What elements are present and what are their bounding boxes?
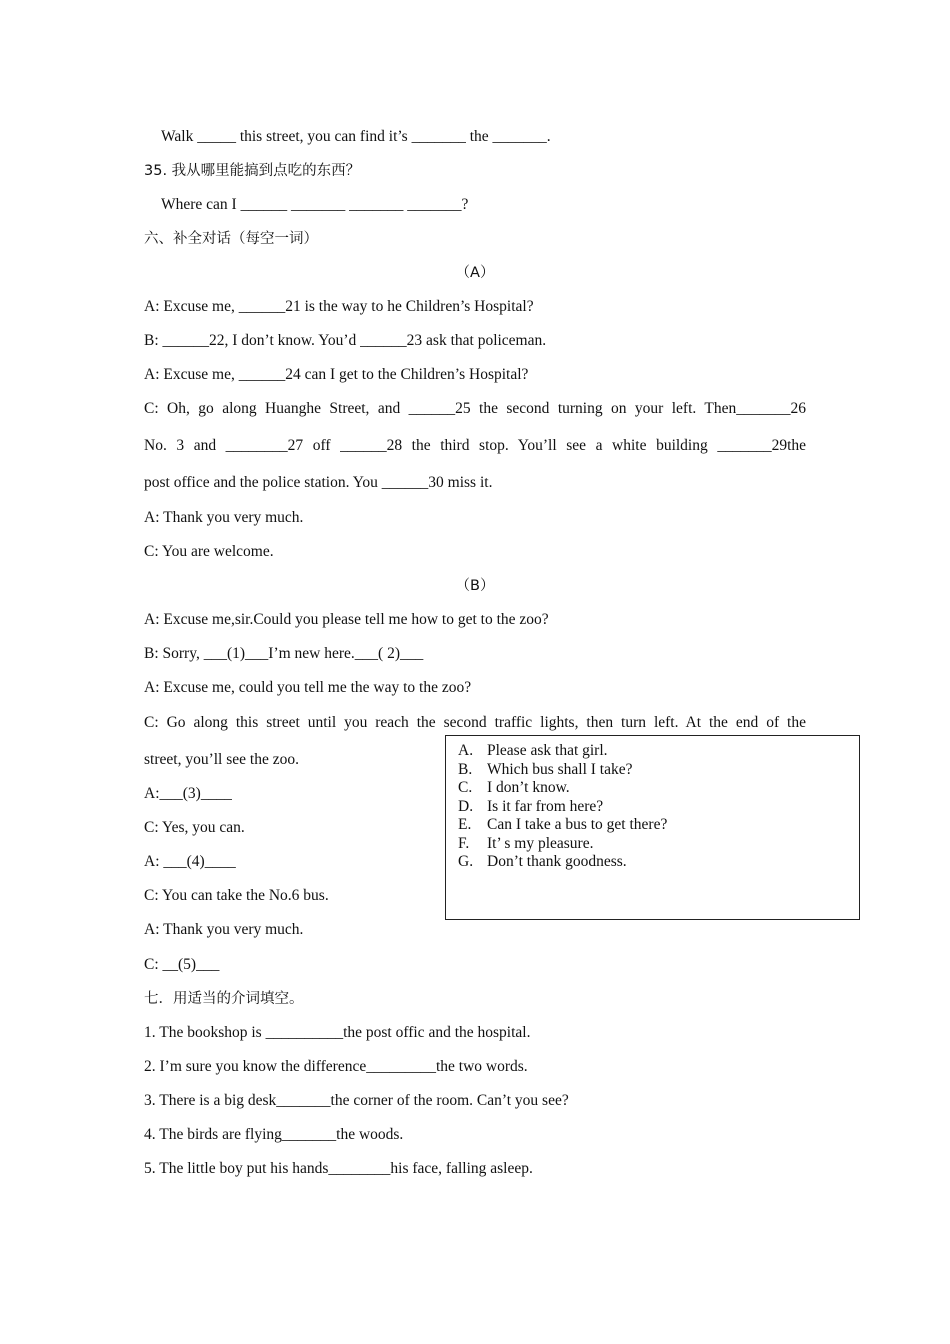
option-text: It’ s my pleasure. xyxy=(487,834,594,852)
dialogue-line: B: Sorry, ___(1)___I’m new here.___( 2)___ xyxy=(144,645,424,662)
option-text: Please ask that girl. xyxy=(487,742,608,759)
option-item xyxy=(458,779,859,798)
option-item xyxy=(458,853,859,872)
part-a-label: （A） xyxy=(455,265,495,281)
section-7-heading: 七．用适当的介词填空。 xyxy=(144,991,304,1007)
dialogue-line: A: Excuse me, ______21 is the way to he Children’s Hospital? xyxy=(144,298,534,315)
option-key: A. xyxy=(458,742,474,759)
option-key: B. xyxy=(458,760,473,778)
dialogue-line: A: Thank you very much. xyxy=(144,509,304,526)
exercise-item: 2. I’m sure you know the difference_________the two words. xyxy=(144,1058,528,1075)
option-text: Can I take a bus to get there? xyxy=(487,816,668,833)
option-text: I don’t know. xyxy=(487,779,570,796)
option-text: Is it far from here? xyxy=(487,797,604,815)
part-b-label: （B） xyxy=(455,578,495,594)
option-text: Which bus shall I take? xyxy=(487,760,633,778)
dialogue-line: street, you’ll see the zoo. xyxy=(144,751,299,768)
dialogue-line: A: Excuse me, ______24 can I get to the Children’s Hospital? xyxy=(144,366,529,383)
option-text: Don’t thank goodness. xyxy=(487,853,627,870)
dialogue-line: A: Thank you very much. xyxy=(144,921,304,938)
option-item xyxy=(458,742,859,761)
question-35-answer: Where can I ______ _______ _______ _______? xyxy=(161,196,469,213)
exercise-item: 4. The birds are flying_______the woods. xyxy=(144,1126,404,1143)
option-key: G. xyxy=(458,853,474,870)
option-item xyxy=(458,798,859,817)
question-34-tail: Walk _____ this street, you can find it’s _______ the _______. xyxy=(161,128,551,145)
exercise-item: 3. There is a big desk_______the corner of the room. Can’t you see? xyxy=(144,1092,569,1109)
option-item xyxy=(458,761,859,780)
options-box xyxy=(445,735,860,920)
dialogue-line: C: Yes, you can. xyxy=(144,819,245,836)
question-35-prompt: 35. 我从哪里能搞到点吃的东西？ xyxy=(144,163,361,179)
section-6-heading: 六、补全对话（每空一词） xyxy=(144,231,318,247)
dialogue-line: post office and the police station. You ______30 miss it. xyxy=(144,474,493,491)
dialogue-line: C: __(5)___ xyxy=(144,956,220,973)
dialogue-line: C: You are welcome. xyxy=(144,543,274,560)
exercise-item: 5. The little boy put his hands________his face, falling asleep. xyxy=(144,1160,533,1177)
option-item xyxy=(458,835,859,854)
option-item xyxy=(458,816,859,835)
option-key: F. xyxy=(458,834,470,852)
option-key: E. xyxy=(458,816,472,833)
dialogue-line: No. 3 and ________27 off ______28 the third stop. You’ll see a white building _______29the xyxy=(144,437,806,454)
dialogue-line: C: You can take the No.6 bus. xyxy=(144,887,329,904)
option-key: D. xyxy=(458,797,474,815)
dialogue-line: A: ___(4)____ xyxy=(144,853,236,870)
dialogue-line: A: Excuse me, could you tell me the way to the zoo? xyxy=(144,679,472,696)
dialogue-line: C: Go along this street until you reach the second traffic lights, then turn left. At the end of the xyxy=(144,714,806,731)
exercise-item: 1. The bookshop is __________the post offic and the hospital. xyxy=(144,1024,531,1041)
dialogue-line: C: Oh, go along Huanghe Street, and ______25 the second turning on your left. Then_______26 xyxy=(144,400,806,417)
dialogue-line: B: ______22, I don’t know. You’d ______23 ask that policeman. xyxy=(144,332,547,349)
option-key: C. xyxy=(458,779,473,796)
dialogue-line: A: Excuse me,sir.Could you please tell me how to get to the zoo? xyxy=(144,611,549,628)
dialogue-line: A:___(3)____ xyxy=(144,785,232,802)
